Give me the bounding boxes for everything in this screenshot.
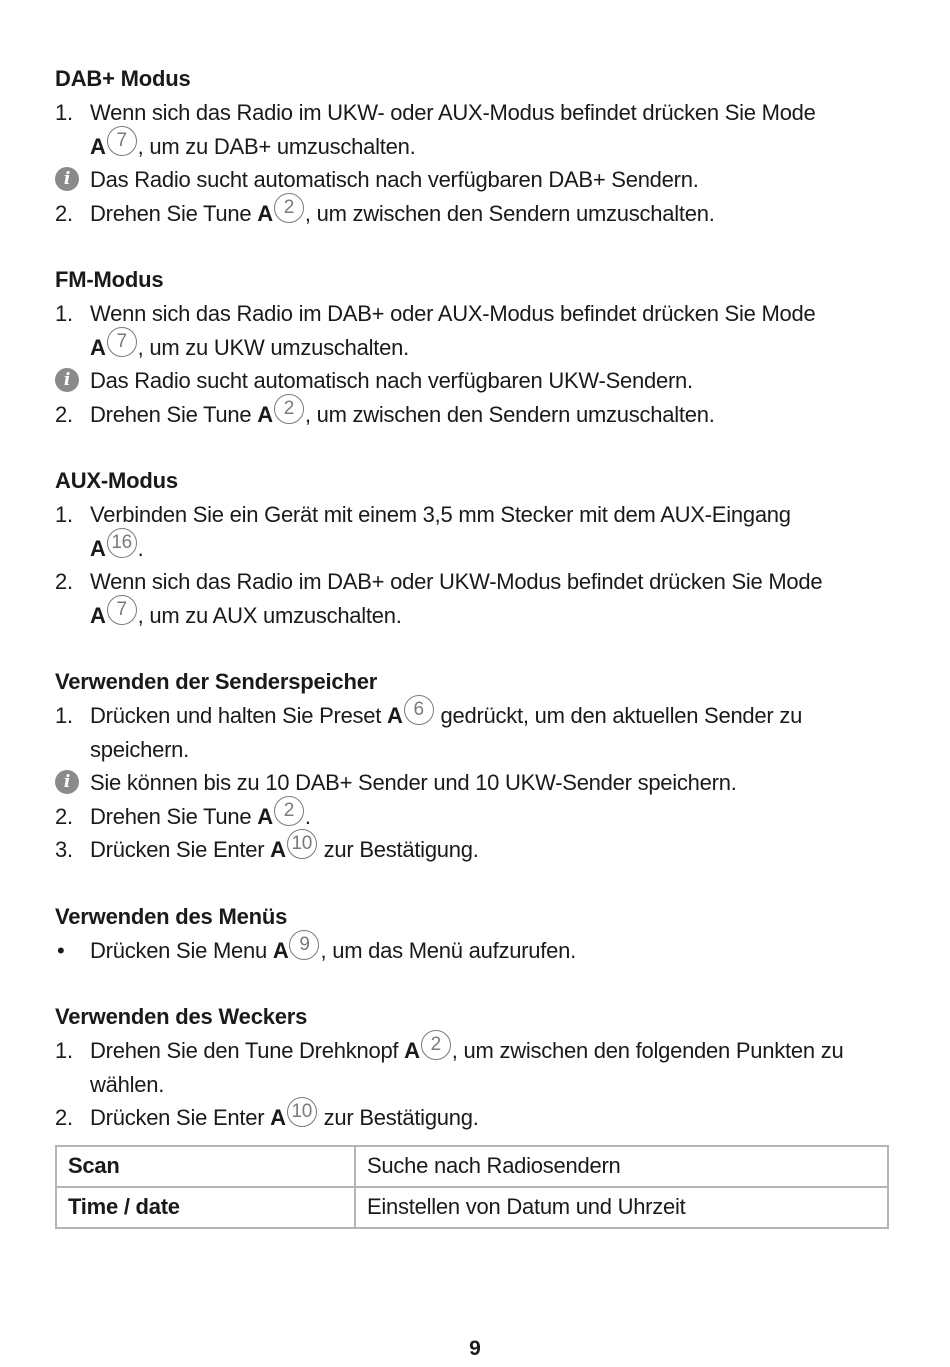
table-row <box>56 1146 888 1187</box>
part-reference: A <box>270 837 286 862</box>
step-text-continued: , um zu DAB+ umzuschalten. <box>137 133 416 159</box>
step-text: Wenn sich das Radio im UKW- oder AUX-Modus befindet drücken Sie Mode <box>90 100 816 125</box>
part-reference: A <box>257 803 273 829</box>
step-number: 1. <box>55 703 73 728</box>
step-text: Wenn sich das Radio im DAB+ oder UKW-Modus befindet drücken Sie Mode <box>90 569 823 594</box>
part-reference: A <box>257 200 273 226</box>
step-text-continued: , um zu AUX umzuschalten. <box>137 602 402 628</box>
section-heading: Verwenden des Menüs <box>55 903 288 929</box>
info-note <box>55 364 895 398</box>
section-fm-mode <box>55 263 895 431</box>
part-reference: A <box>90 602 106 628</box>
info-icon: i <box>55 770 79 794</box>
circled-number-icon: 10 <box>287 1097 317 1127</box>
section-heading: FM-Modus <box>55 267 164 292</box>
step-text: Drehen Sie Tune <box>90 803 258 829</box>
info-icon: i <box>55 167 79 191</box>
step-text-continued: zur Bestätigung. <box>317 1105 479 1130</box>
manual-page <box>55 62 895 1262</box>
step-text-continued: . <box>304 803 311 829</box>
part-reference: A <box>257 401 273 427</box>
section-heading: Verwenden der Senderspeicher <box>55 669 378 694</box>
circled-number-icon: 7 <box>107 595 137 625</box>
circled-number-icon: 2 <box>421 1030 451 1060</box>
step-text-continued: gedrückt, um den aktuellen Sender zu speichern. <box>90 703 803 762</box>
section-alarm <box>55 1000 895 1229</box>
circled-number-icon: 7 <box>107 327 137 357</box>
step-item <box>55 565 895 632</box>
circled-number-icon: 7 <box>107 126 137 156</box>
part-reference: A <box>404 1038 420 1063</box>
step-number: 2. <box>55 803 73 829</box>
info-text: Das Radio sucht automatisch nach verfügbaren DAB+ Sendern. <box>90 167 699 192</box>
step-text: Verbinden Sie ein Gerät mit einem 3,5 mm Stecker mit dem AUX-Eingang <box>90 502 791 527</box>
step-text: Drücken Sie Enter <box>90 837 271 862</box>
step-item <box>55 297 895 364</box>
step-item <box>55 833 895 867</box>
step-number: 1. <box>55 100 73 125</box>
step-text: Drücken Sie Menu <box>90 937 273 963</box>
table-cell-value: Suche nach Radiosendern <box>355 1146 888 1187</box>
part-reference: A <box>90 535 106 561</box>
step-text: Drehen Sie Tune <box>90 200 258 226</box>
step-item <box>55 96 895 163</box>
part-reference: A <box>272 937 289 963</box>
step-text-continued: , um zwischen den folgenden Punkten zu wählen. <box>90 1038 844 1097</box>
step-text: Drehen Sie den Tune Drehknopf <box>90 1038 405 1063</box>
circled-number-icon: 2 <box>274 394 304 424</box>
step-item <box>55 699 895 766</box>
table-cell-key: Scan <box>56 1146 355 1187</box>
step-number: 3. <box>55 837 73 862</box>
part-reference: A <box>90 334 106 360</box>
circled-number-icon: 2 <box>274 796 304 826</box>
step-text: Drücken Sie Enter <box>90 1105 271 1130</box>
step-text-continued: . <box>137 535 144 561</box>
part-reference: A <box>387 703 403 728</box>
section-dab-mode <box>55 62 895 230</box>
info-text: Sie können bis zu 10 DAB+ Sender und 10 UKW-Sender speichern. <box>90 770 737 795</box>
circled-number-icon: 6 <box>404 695 434 725</box>
circled-number-icon: 16 <box>107 528 137 558</box>
step-number: 1. <box>55 301 73 326</box>
bullet-icon: • <box>57 937 65 963</box>
part-reference: A <box>270 1105 286 1130</box>
step-number: 1. <box>55 1038 73 1063</box>
step-text: Drücken und halten Sie Preset <box>90 703 388 728</box>
step-text-continued: , um zu UKW umzuschalten. <box>137 334 409 360</box>
info-note <box>55 766 895 800</box>
step-number: 1. <box>55 502 73 527</box>
step-item <box>55 1101 895 1135</box>
step-text: Wenn sich das Radio im DAB+ oder AUX-Modus befindet drücken Sie Mode <box>90 301 816 326</box>
step-number: 2. <box>55 1105 73 1130</box>
section-heading: AUX-Modus <box>55 468 178 493</box>
circled-number-icon: 10 <box>287 829 317 859</box>
step-text-continued: , um das Menü aufzurufen. <box>320 937 576 963</box>
section-heading: Verwenden des Weckers <box>55 1004 308 1029</box>
circled-number-icon: 2 <box>274 193 304 223</box>
step-item <box>55 1034 895 1101</box>
step-number: 2. <box>55 200 73 226</box>
step-number: 2. <box>55 569 73 594</box>
section-heading: DAB+ Modus <box>55 66 191 91</box>
section-menu <box>55 900 895 968</box>
section-presets <box>55 665 895 867</box>
info-text: Das Radio sucht automatisch nach verfügbaren UKW-Sendern. <box>90 368 693 393</box>
step-item <box>55 398 895 432</box>
table-row <box>56 1187 888 1228</box>
circled-number-icon: 9 <box>289 930 319 960</box>
section-aux-mode <box>55 464 895 632</box>
info-note <box>55 163 895 197</box>
alarm-settings-table <box>55 1145 889 1229</box>
bullet-item <box>55 934 895 968</box>
table-cell-key: Time / date <box>56 1187 355 1228</box>
part-reference: A <box>90 133 106 159</box>
step-number: 2. <box>55 401 73 427</box>
step-item <box>55 800 895 834</box>
step-text-continued: , um zwischen den Sendern umzuschalten. <box>304 200 715 226</box>
step-item <box>55 197 895 231</box>
step-text: Drehen Sie Tune <box>90 401 258 427</box>
info-icon: i <box>55 368 79 392</box>
table-cell-value: Einstellen von Datum und Uhrzeit <box>355 1187 888 1228</box>
step-text-continued: , um zwischen den Sendern umzuschalten. <box>304 401 715 427</box>
step-item <box>55 498 895 565</box>
step-text-continued: zur Bestätigung. <box>317 837 479 862</box>
page-number: 9 <box>469 1337 481 1360</box>
